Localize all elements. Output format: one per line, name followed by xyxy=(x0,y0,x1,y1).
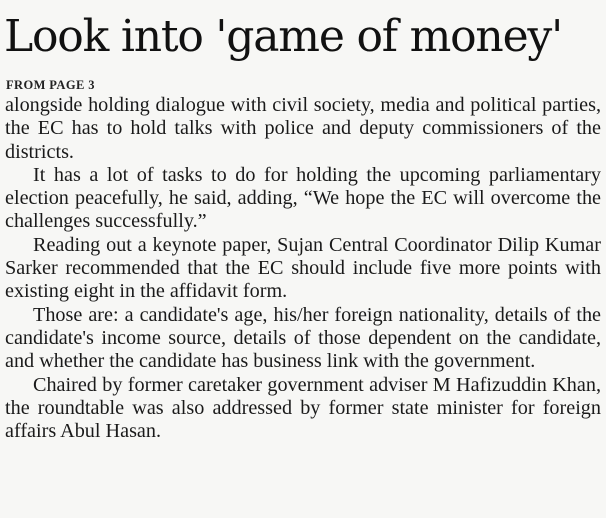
jump-line: FROM PAGE 3 xyxy=(6,78,95,92)
paragraph-continuation: alongside holding dialogue with civil society, media and political parties, the EC has to hold talks with police and deputy commissioners of the districts. xyxy=(5,94,601,163)
paragraph-keynote: Reading out a keynote paper, Sujan Central Coordinator Dilip Kumar Sarker recommended that the EC should include five more points with existing eight in the affidavit form. xyxy=(5,233,601,303)
article-body xyxy=(5,94,601,443)
paragraph-tasks: It has a lot of tasks to do for holding the upcoming parliamentary election peacefully, he said, adding, “We hope the EC will overcome the challenges successfully.” xyxy=(5,163,601,233)
paragraph-chair: Chaired by former caretaker government adviser M Hafizuddin Khan, the roundtable was also addressed by former state minister for foreign affairs Abul Hasan. xyxy=(5,373,601,443)
headline: Look into 'game of money' xyxy=(4,11,562,62)
paragraph-points: Those are: a candidate's age, his/her foreign nationality, details of the candidate's income source, details of those dependent on the candidate, and whether the candidate has business link with the government. xyxy=(5,303,601,373)
